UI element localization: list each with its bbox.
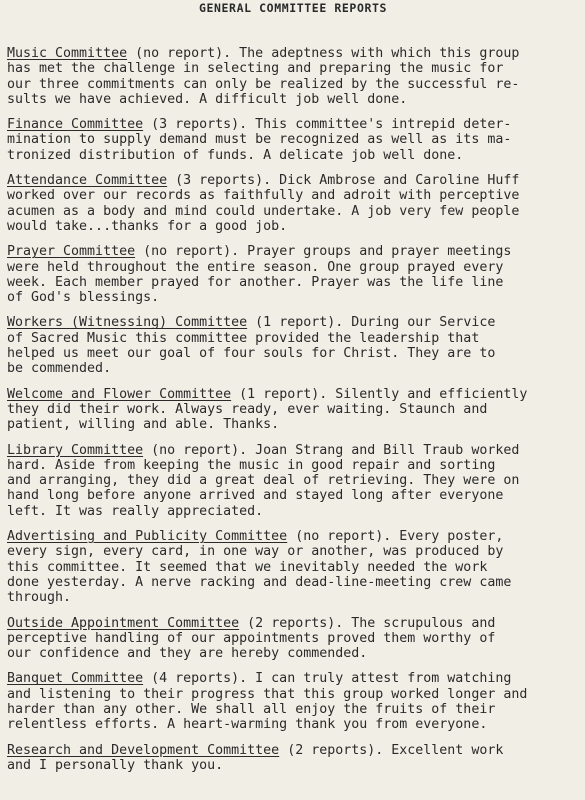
report-line: our confidence and they are hereby commended.	[7, 646, 368, 662]
report-line: this committee. It seemed that we inevitably needed the work	[7, 559, 488, 575]
report-line: left. It was really appreciated.	[7, 503, 264, 519]
report-line: Finance Committee (3 reports). This committee's intrepid deter-	[7, 117, 512, 133]
report-line: relentless efforts. A heart-warming thank you from everyone.	[7, 717, 488, 733]
report-line: our three commitments can only be realized by the successful re-	[7, 76, 520, 92]
committee-name: Library Committee	[7, 442, 144, 458]
report-line: and I personally thank you.	[7, 757, 224, 773]
report-line: Music Committee (no report). The adeptness with which this group	[7, 46, 520, 61]
report-line: perceptive handling of our appointments proved them worthy of	[7, 630, 496, 646]
report-line: they did their work. Always ready, ever waiting. Staunch and	[7, 401, 488, 417]
report-welcome-flower-committee	[7, 387, 579, 433]
report-outside-appointment-committee	[7, 616, 579, 662]
committee-name: Music Committee	[7, 46, 128, 61]
report-line: and arranging, they did a great deal of retrieving. They were on	[7, 473, 520, 489]
report-line: and listening to their progress that this group worked longer and	[7, 686, 528, 702]
report-line: would take...thanks for a good job.	[7, 218, 288, 234]
report-line: done yesterday. A nerve racking and dead-line-meeting crew came	[7, 574, 512, 590]
report-line: Attendance Committee (3 reports). Dick Ambrose and Caroline Huff	[7, 173, 520, 189]
report-line: Library Committee (no report). Joan Strang and Bill Traub worked	[7, 442, 520, 458]
report-line: Banquet Committee (4 reports). I can truly attest from watching	[7, 671, 512, 687]
report-line: worked over our records as faithfully and adroit with perceptive	[7, 188, 520, 204]
report-line: through.	[7, 590, 72, 606]
report-line: be commended.	[7, 361, 112, 377]
report-line: Advertising and Publicity Committee (no report). Every poster,	[7, 529, 504, 545]
committee-name: Research and Development Committee	[7, 742, 280, 758]
committee-name: Finance Committee	[7, 117, 144, 133]
report-line: Workers (Witnessing) Committee (1 report). During our Service	[7, 315, 496, 331]
page-title: GENERAL COMMITTEE REPORTS	[198, 1, 388, 15]
report-line: hand long before anyone arrived and stayed long after everyone	[7, 488, 504, 504]
report-line: tronized distribution of funds. A delicate job well done.	[7, 147, 464, 163]
report-line: acumen as a body and mind could undertake. A job very few people	[7, 203, 520, 219]
report-line: Welcome and Flower Committee (1 report). Silently and efficiently	[7, 386, 528, 402]
report-line: helped us meet our goal of four souls for Christ. They are to	[7, 346, 496, 362]
committee-name: Workers (Witnessing) Committee	[7, 315, 248, 331]
report-music-committee	[7, 46, 579, 107]
report-library-committee	[7, 443, 579, 519]
report-line: mination to supply demand must be recognized as well as its ma-	[7, 132, 512, 148]
committee-name: Advertising and Publicity Committee	[7, 529, 288, 545]
report-workers-committee	[7, 315, 579, 376]
report-attendance-committee	[7, 173, 579, 234]
committee-name: Prayer Committee	[7, 244, 136, 260]
report-banquet-committee	[7, 671, 579, 732]
committee-name: Welcome and Flower Committee	[7, 386, 232, 402]
report-line: of God's blessings.	[7, 290, 160, 306]
report-line: Research and Development Committee (2 reports). Excellent work	[7, 742, 504, 758]
report-line: harder than any other. We shall all enjoy the fruits of their	[7, 701, 496, 717]
report-line: were held throughout the entire season. One group prayed every	[7, 259, 504, 275]
committee-name: Outside Appointment Committee	[7, 615, 240, 631]
report-line: Outside Appointment Committee (2 reports). The scrupulous and	[7, 615, 496, 631]
report-finance-committee	[7, 117, 579, 163]
report-line: of Sacred Music this committee provided the leadership that	[7, 330, 480, 346]
report-line: hard. Aside from keeping the music in good repair and sorting	[7, 457, 496, 473]
report-research-development-committee	[7, 743, 579, 774]
report-advertising-publicity-committee	[7, 529, 579, 605]
report-line: every sign, every card, in one way or another, was produced by	[7, 544, 504, 560]
committee-name: Attendance Committee	[7, 173, 168, 189]
report-line: Prayer Committee (no report). Prayer groups and prayer meetings	[7, 244, 512, 260]
report-prayer-committee	[7, 244, 579, 305]
report-line: sults we have achieved. A difficult job well done.	[7, 91, 408, 107]
report-line: has met the challenge in selecting and preparing the music for	[7, 61, 504, 77]
committee-name: Banquet Committee	[7, 671, 144, 687]
reports-list	[7, 46, 579, 773]
report-line: patient, willing and able. Thanks.	[7, 417, 280, 433]
report-line: week. Each member prayed for another. Prayer was the life line	[7, 274, 504, 290]
